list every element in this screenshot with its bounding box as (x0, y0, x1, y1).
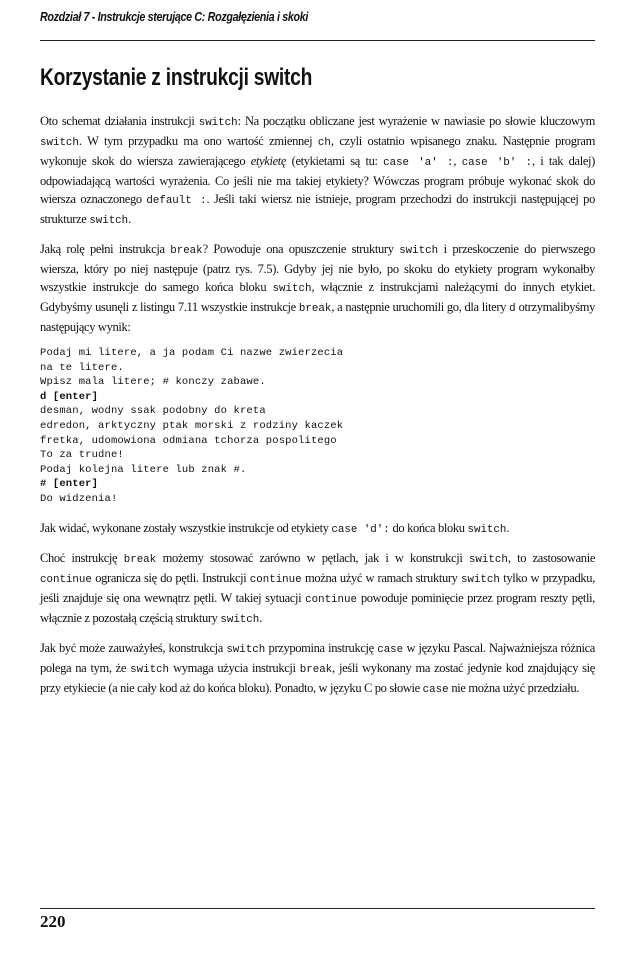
code-line: desman, wodny ssak podobny do kreta (40, 405, 266, 418)
text-run: , i tak dalej) odpowiadającą wartości wyrażenia. Co jeśli nie ma takiej etykiety? Wówczas program próbuje wykonać skok do wiersza oznaczonego (40, 154, 595, 206)
code-keyword: switch (460, 573, 500, 586)
paragraph-result-note (40, 519, 595, 539)
text-run: Choć instrukcję (40, 550, 124, 565)
page-number: 220 (40, 912, 66, 931)
text-run: (etykietami są tu: (286, 154, 384, 168)
code-keyword: switch (468, 553, 508, 566)
section-title: Korzystanie z instrukcji switch (40, 64, 313, 91)
emphasis-term: etykietę (250, 154, 287, 168)
code-keyword: case (422, 683, 449, 696)
text-run: : Na początku obliczane jest wyrażenie w nawiasie po słowie kluczowym (237, 114, 595, 128)
code-keyword: continue (40, 573, 92, 586)
code-keyword: case 'a' : (383, 157, 454, 169)
code-keyword: ch (317, 137, 331, 149)
code-keyword: switch (272, 283, 312, 295)
text-run: . Jeśli taki wiersz nie istnieje, program przechodzi do instrukcji następującej po strukturze (40, 192, 595, 226)
code-keyword: continue (305, 593, 357, 606)
footer-rule (40, 908, 595, 909)
text-run: przypomina instrukcję (265, 640, 378, 655)
code-keyword: case (377, 643, 404, 656)
text-run: . (128, 212, 131, 226)
code-keyword: case 'd': (331, 523, 390, 536)
code-line: Podaj kolejna litere lub znak #. (40, 463, 247, 476)
code-keyword: case 'b' : (461, 157, 532, 169)
paragraph-continue-usage (40, 549, 595, 629)
text-run: . (506, 520, 510, 535)
text-run: Jak być może zauważyłeś, konstrukcja (40, 640, 227, 655)
running-head: Rozdział 7 - Instrukcje sterujące C: Rozgałęzienia i skoki (40, 10, 309, 24)
text-run: Oto schemat działania instrukcji (40, 114, 199, 128)
paragraph-break-role (40, 240, 595, 336)
code-keyword: switch (226, 643, 266, 656)
text-run: . W tym przypadku ma ono wartość zmiennej (78, 134, 318, 148)
text-run: ogranicza się do pętli. Instrukcji (91, 570, 250, 585)
text-run: nie można użyć przedziału. (448, 680, 579, 695)
paragraph-pascal-comparison (40, 639, 595, 699)
text-run: . (259, 610, 263, 625)
code-line: edredon, arktyczny ptak morski z rodziny kaczek (40, 419, 344, 432)
code-keyword: break (298, 303, 332, 315)
text-run: do końca bloku (389, 520, 468, 535)
text-run: ? Powoduje ona opuszczenie struktury (202, 242, 400, 256)
header-rule (40, 40, 595, 41)
code-line: To za trudne! (40, 449, 124, 462)
code-keyword: switch (220, 613, 260, 626)
code-line-user-input: d [enter] (40, 390, 99, 403)
code-line: fretka, udomowiona odmiana tchorza pospolitego (40, 434, 337, 447)
text-run: Jak widać, wykonane zostały wszystkie instrukcje od etykiety (40, 520, 332, 535)
text-run: , to zastosowanie (507, 550, 596, 565)
text-run: w języku Pascal. Najważniejsza różnica polega na tym, że (40, 640, 595, 675)
text-run: można użyć w ramach struktury (301, 570, 461, 585)
code-keyword: switch (130, 663, 170, 676)
text-run: , a następnie uruchomili go, dla litery (331, 300, 510, 314)
code-keyword: switch (467, 523, 507, 536)
code-keyword: switch (40, 137, 79, 149)
text-run: Jaką rolę pełni instrukcja (40, 242, 171, 256)
code-line: Podaj mi litere, a ja podam Ci nazwe zwierzecia (40, 347, 344, 359)
page-body (40, 112, 595, 709)
text-run: , jeśli wykonany ma zostać jedynie kod znajdujący się przy etykiecie (a nie cały kod aż do końca bloku). Ponadto, w języku C po słowie (40, 660, 595, 695)
text-run: , włącznie z instrukcjami należącymi do innych etykiet. Gdybyśmy usunęli z listingu 7.11 wszystkie instrukcje (40, 280, 595, 314)
code-keyword: switch (89, 215, 129, 227)
text-run: , (453, 154, 462, 168)
paragraph-switch-schema (40, 112, 595, 230)
text-run: i przeskoczenie do pierwszego wiersza, który po niej następuje (patrz rys. 7.5). Gdyby jej nie było, po skoku do etykiety program wykonałby wszystkie instrukcje do samego końca bloku (40, 242, 596, 294)
text-run: możemy stosować zarówno w pętlach, jak i w konstrukcji (156, 550, 469, 565)
code-keyword: break (299, 663, 333, 676)
code-line: Wpisz mala litere; # konczy zabawe. (40, 376, 266, 389)
code-line-user-input: # [enter] (40, 478, 99, 491)
code-keyword: d (509, 303, 516, 315)
text-run: wymaga użycia instrukcji (169, 660, 300, 675)
program-output-listing (40, 346, 595, 507)
text-run: powoduje pominięcie przez program reszty pętli, włącznie z pozostałą częścią struktury (40, 590, 595, 625)
code-keyword: break (170, 245, 203, 257)
code-line: Do widzenia! (40, 492, 118, 505)
code-keyword: switch (198, 117, 238, 129)
text-run: tylko w przypadku, jeśli znajduje się ona wewnątrz pętli. W takiej sytuacji (40, 570, 595, 605)
code-line: na te litere. (40, 361, 124, 374)
code-keyword: default : (146, 195, 207, 207)
text-run: , czyli ostatnio wpisanego znaku. Następnie program wykonuje skok do wiersza zawierającego (40, 134, 595, 168)
code-keyword: break (123, 553, 157, 566)
code-keyword: switch (399, 245, 439, 257)
text-run: otrzymalibyśmy następujący wynik: (40, 300, 595, 334)
code-keyword: continue (249, 573, 302, 586)
